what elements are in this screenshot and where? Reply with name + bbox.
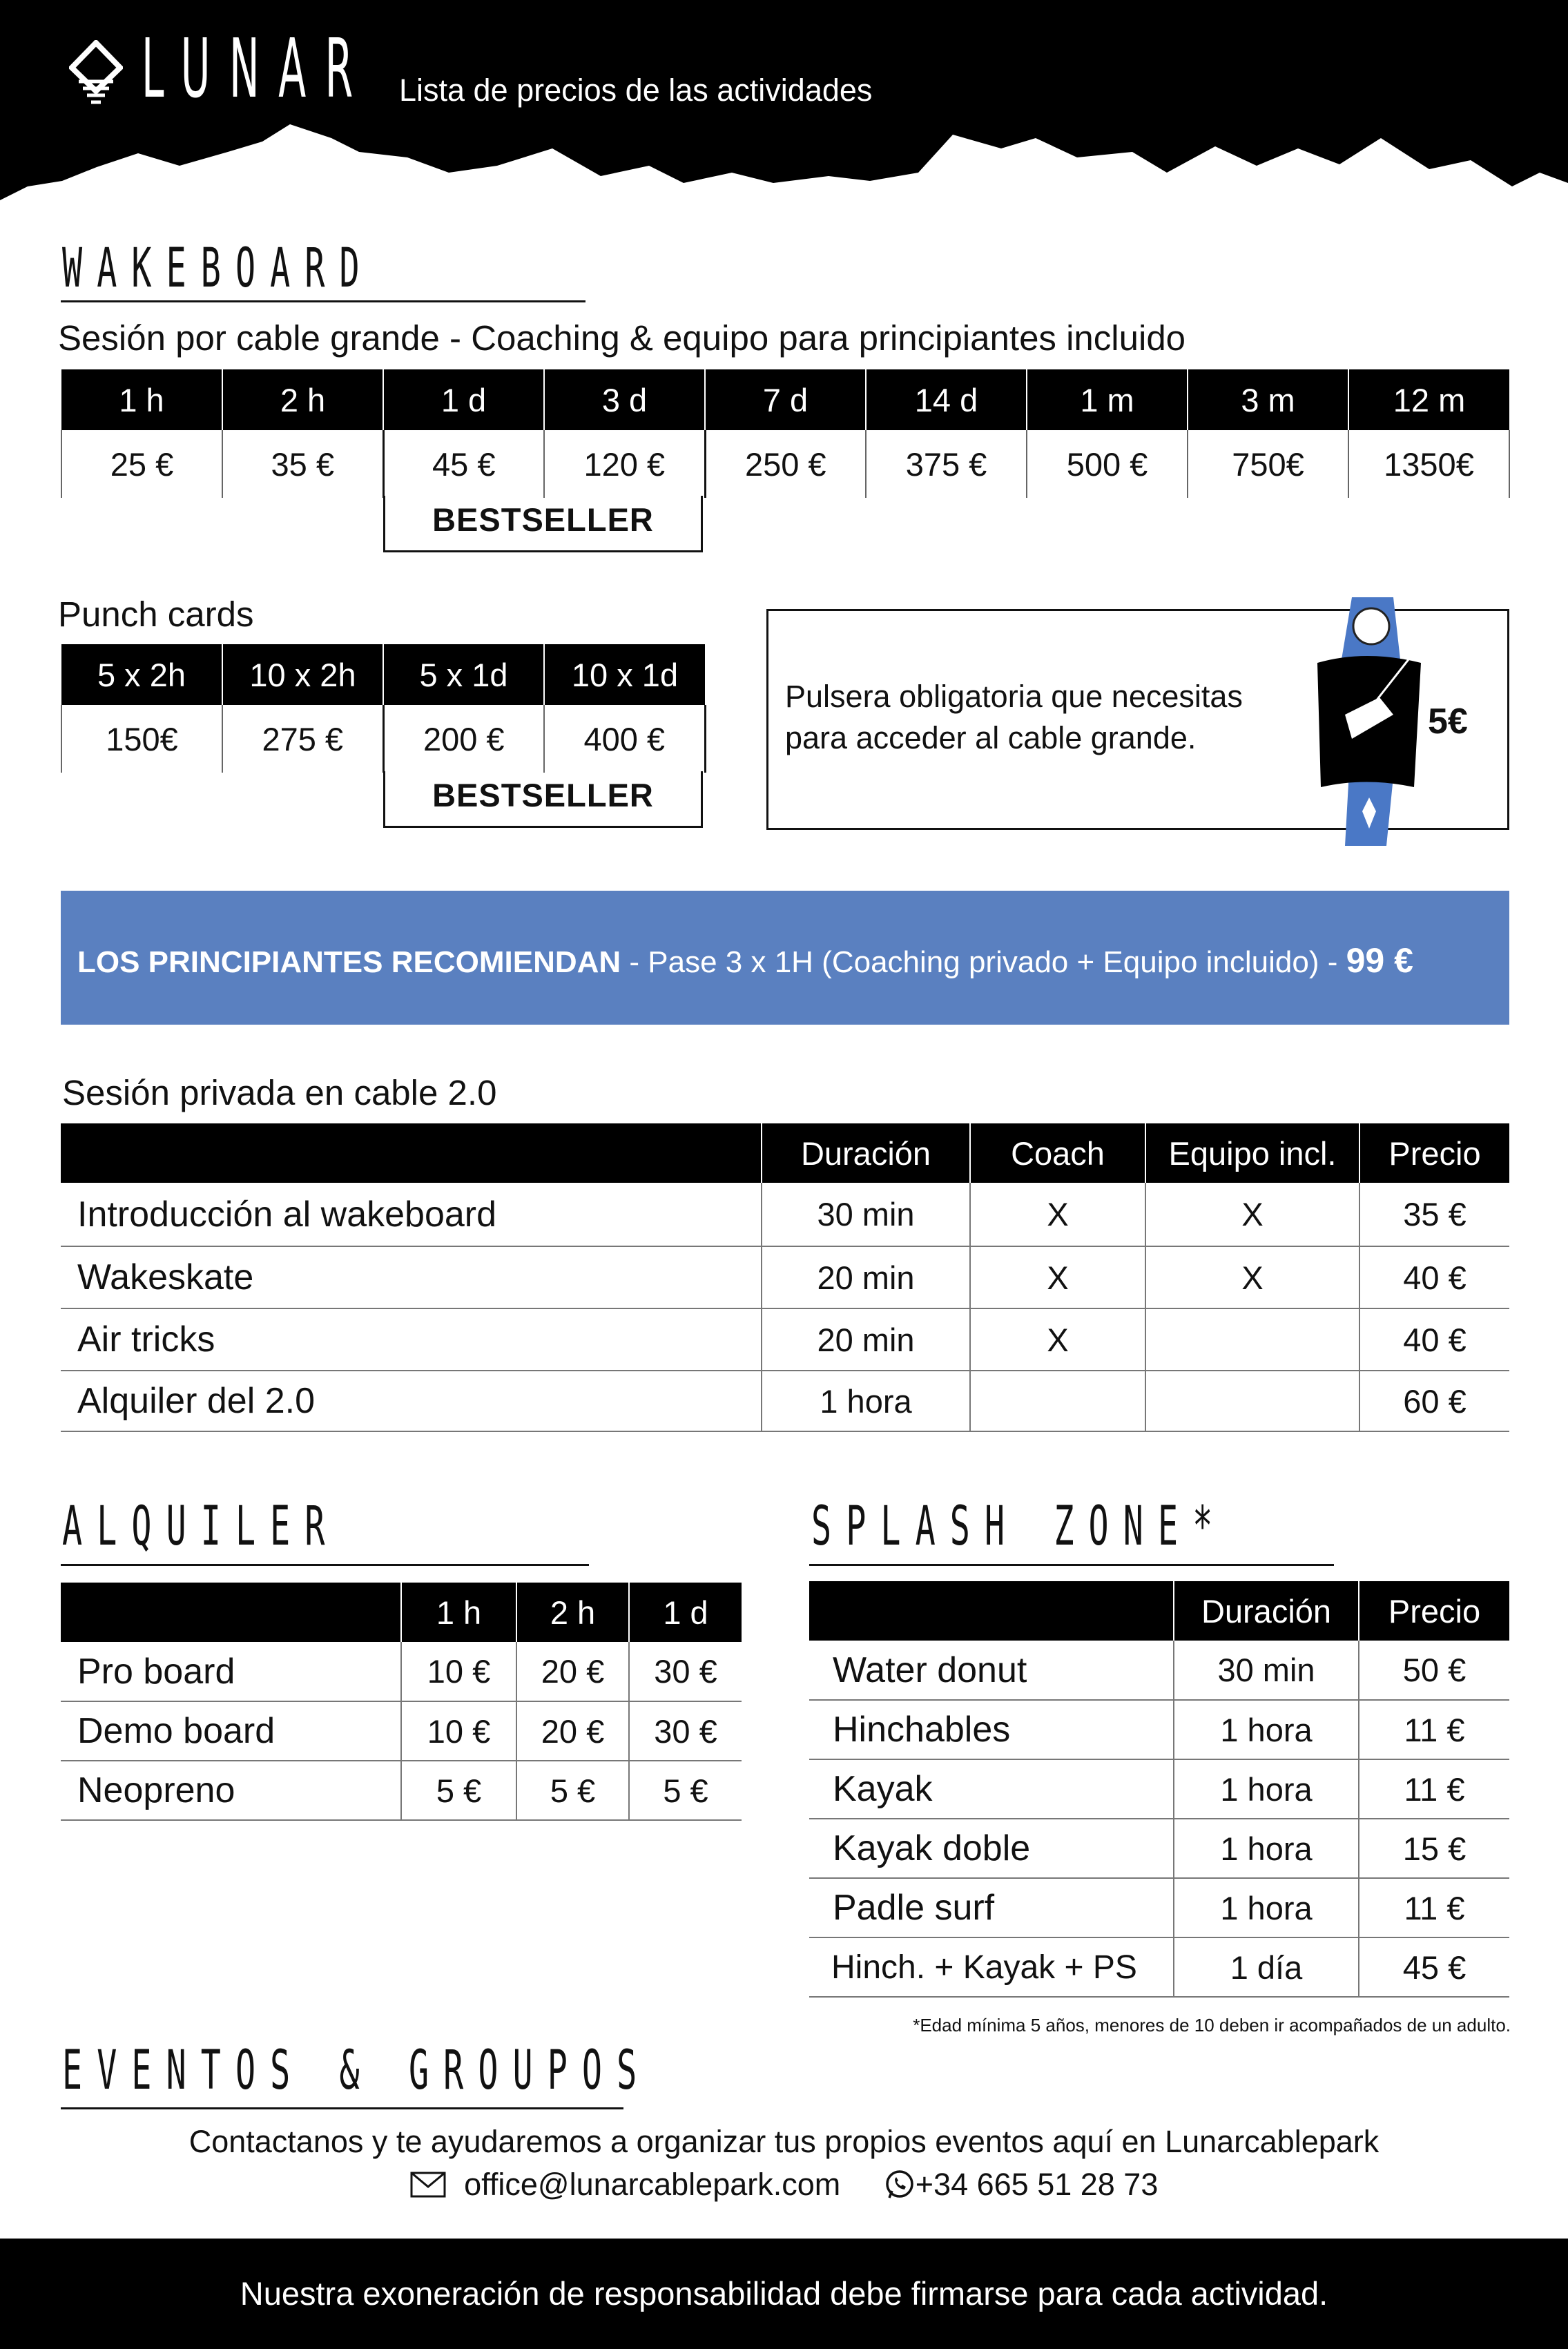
price-cell: 40 € — [1359, 1308, 1509, 1371]
activity-name: Wakeskate — [61, 1246, 762, 1308]
duration-cell: 20 min — [762, 1246, 970, 1308]
rental-table — [61, 1583, 742, 1821]
wristband-price: 5€ — [1428, 702, 1468, 742]
equipment-cell — [1145, 1371, 1359, 1431]
rental-title-underline — [61, 1564, 589, 1566]
brand-name: LUNAR — [142, 21, 372, 116]
price-cell: 25 € — [61, 430, 222, 498]
punch-header-row — [61, 644, 705, 705]
beginners-recommend-banner — [61, 891, 1509, 1025]
price-cell: 20 € — [516, 1701, 629, 1761]
rental-item: Demo board — [61, 1701, 401, 1761]
punch-header: 10 x 1d — [544, 644, 705, 705]
private-header: Duración — [762, 1123, 970, 1183]
contact-email-link[interactable]: office@lunarcablepark.com — [464, 2167, 841, 2202]
price-cell: 35 € — [1359, 1183, 1509, 1246]
table-row — [809, 1937, 1509, 1997]
price-cell: 500 € — [1027, 430, 1188, 498]
price-cell: 5 € — [516, 1761, 629, 1820]
rental-item: Pro board — [61, 1642, 401, 1701]
bestseller-badge: BESTSELLER — [383, 771, 703, 828]
wristband-box — [766, 609, 1509, 830]
splash-header: Duración — [1174, 1581, 1359, 1641]
private-session-title: Sesión privada en cable 2.0 — [62, 1073, 497, 1112]
rental-header: 2 h — [516, 1583, 629, 1642]
wristband-text-line2: para acceder al cable grande. — [785, 720, 1197, 755]
splash-header-row — [809, 1581, 1509, 1641]
duration-header: 3 d — [544, 369, 705, 430]
punch-header: 5 x 1d — [383, 644, 544, 705]
duration-cell: 1 hora — [1174, 1819, 1359, 1878]
punch-header: 10 x 2h — [222, 644, 383, 705]
activity-name: Introducción al wakeboard — [61, 1183, 762, 1246]
punch-price-row — [61, 705, 705, 773]
rental-header — [61, 1583, 401, 1642]
coach-cell: X — [970, 1246, 1145, 1308]
splash-age-note: *Edad mínima 5 años, menores de 10 deben ir acompañados de un adulto. — [913, 2015, 1511, 2036]
events-title-underline — [61, 2107, 623, 2109]
whatsapp-icon — [884, 2169, 916, 2201]
coach-cell: X — [970, 1308, 1145, 1371]
punch-header: 5 x 2h — [61, 644, 222, 705]
banner-price: 99 € — [1346, 941, 1413, 980]
wristband-icon — [1310, 597, 1442, 846]
table-row — [61, 1761, 742, 1820]
activity-name: Air tricks — [61, 1308, 762, 1371]
price-cell: 1350€ — [1348, 430, 1509, 498]
price-cell: 750€ — [1188, 430, 1348, 498]
coach-cell: X — [970, 1183, 1145, 1246]
splash-activity: Water donut — [809, 1641, 1174, 1700]
duration-header: 1 h — [61, 369, 222, 430]
banner-bold: LOS PRINCIPIANTES RECOMIENDAN — [77, 945, 621, 979]
price-cell: 10 € — [401, 1701, 516, 1761]
mail-icon — [410, 2172, 446, 2198]
wakeboard-title: WAKEBOARD — [62, 238, 374, 300]
duration-cell: 30 min — [1174, 1641, 1359, 1700]
splash-activity: Hinchables — [809, 1700, 1174, 1759]
price-cell: 150€ — [61, 705, 222, 773]
rental-header-row — [61, 1583, 742, 1642]
wakeboard-title-underline — [61, 300, 585, 302]
splash-activity: Hinch. + Kayak + PS — [809, 1937, 1174, 1997]
equipment-cell: X — [1145, 1246, 1359, 1308]
table-row — [809, 1641, 1509, 1700]
punch-cards-title: Punch cards — [58, 594, 254, 634]
duration-cell: 1 hora — [1174, 1878, 1359, 1937]
duration-header: 1 m — [1027, 369, 1188, 430]
price-cell: 35 € — [222, 430, 383, 498]
price-cell: 11 € — [1359, 1759, 1509, 1819]
wakeboard-header-row — [61, 369, 1509, 430]
wakeboard-price-table — [61, 369, 1510, 498]
table-row — [61, 1308, 1509, 1371]
price-cell: 400 € — [544, 705, 705, 773]
price-cell: 275 € — [222, 705, 383, 773]
liability-waiver-notice: Nuestra exoneración de responsabilidad debe firmarse para cada actividad. — [240, 2275, 1328, 2312]
duration-header: 1 d — [383, 369, 544, 430]
table-row — [61, 1642, 742, 1701]
table-row — [809, 1819, 1509, 1878]
price-cell: 10 € — [401, 1642, 516, 1701]
banner-offer: - Pase 3 x 1H (Coaching privado + Equipo incluido) - — [621, 945, 1346, 979]
table-row — [61, 1701, 742, 1761]
price-cell: 30 € — [629, 1701, 742, 1761]
splash-activity: Kayak — [809, 1759, 1174, 1819]
table-row — [61, 1183, 1509, 1246]
coach-cell — [970, 1371, 1145, 1431]
price-cell: 30 € — [629, 1642, 742, 1701]
wakeboard-session-title: Sesión por cable grande - Coaching & equipo para principiantes incluido — [58, 318, 1186, 358]
table-row — [809, 1700, 1509, 1759]
equipment-cell — [1145, 1308, 1359, 1371]
events-title: EVENTOS & GROUPOS — [62, 2040, 652, 2102]
duration-header: 7 d — [705, 369, 866, 430]
price-cell: 11 € — [1359, 1700, 1509, 1759]
header-banner — [0, 0, 1568, 204]
activity-name: Alquiler del 2.0 — [61, 1371, 762, 1431]
price-cell: 5 € — [629, 1761, 742, 1820]
table-row — [809, 1878, 1509, 1937]
punch-cards-table — [61, 644, 706, 773]
splash-title-underline — [809, 1564, 1334, 1566]
duration-cell: 20 min — [762, 1308, 970, 1371]
splash-zone-title: SPLASH ZONE* — [811, 1496, 1228, 1558]
private-header-row — [61, 1123, 1509, 1183]
rental-item: Neopreno — [61, 1761, 401, 1820]
footer-bar — [0, 2239, 1568, 2349]
price-cell: 45 € — [383, 430, 544, 498]
table-row — [809, 1759, 1509, 1819]
rental-header: 1 d — [629, 1583, 742, 1642]
price-cell: 60 € — [1359, 1371, 1509, 1431]
price-cell: 20 € — [516, 1642, 629, 1701]
price-cell: 375 € — [866, 430, 1027, 498]
events-text: Contactanos y te ayudaremos a organizar tus propios eventos aquí en Lunarcablepark — [188, 2124, 1380, 2159]
bestseller-badge: BESTSELLER — [383, 496, 703, 552]
duration-header: 3 m — [1188, 369, 1348, 430]
private-session-table — [61, 1123, 1509, 1432]
price-cell: 200 € — [383, 705, 544, 773]
price-cell: 15 € — [1359, 1819, 1509, 1878]
private-header: Precio — [1359, 1123, 1509, 1183]
rental-title: ALQUILER — [62, 1496, 340, 1558]
price-cell: 11 € — [1359, 1878, 1509, 1937]
price-cell: 50 € — [1359, 1641, 1509, 1700]
duration-header: 2 h — [222, 369, 383, 430]
private-header — [61, 1123, 762, 1183]
wristband-text-line1: Pulsera obligatoria que necesitas — [785, 679, 1243, 714]
duration-cell: 1 hora — [1174, 1759, 1359, 1819]
duration-cell: 1 hora — [1174, 1700, 1359, 1759]
banner-text — [77, 940, 1413, 980]
duration-header: 12 m — [1348, 369, 1509, 430]
duration-cell: 30 min — [762, 1183, 970, 1246]
price-cell: 250 € — [705, 430, 866, 498]
duration-header: 14 d — [866, 369, 1027, 430]
price-cell: 120 € — [544, 430, 705, 498]
splash-activity: Kayak doble — [809, 1819, 1174, 1878]
splash-header: Precio — [1359, 1581, 1509, 1641]
private-header: Coach — [970, 1123, 1145, 1183]
price-cell: 40 € — [1359, 1246, 1509, 1308]
table-row — [61, 1246, 1509, 1308]
price-cell: 5 € — [401, 1761, 516, 1820]
splash-header — [809, 1581, 1174, 1641]
header-subtitle: Lista de precios de las actividades — [399, 72, 873, 108]
equipment-cell: X — [1145, 1183, 1359, 1246]
wakeboard-price-row — [61, 430, 1509, 498]
lunar-logo-icon — [69, 40, 123, 109]
events-contact — [0, 2167, 1568, 2203]
duration-cell: 1 hora — [762, 1371, 970, 1431]
rental-header: 1 h — [401, 1583, 516, 1642]
table-row — [61, 1371, 1509, 1431]
price-cell: 45 € — [1359, 1937, 1509, 1997]
private-header: Equipo incl. — [1145, 1123, 1359, 1183]
splash-activity: Padle surf — [809, 1878, 1174, 1937]
duration-cell: 1 día — [1174, 1937, 1359, 1997]
contact-phone-link[interactable]: +34 665 51 28 73 — [915, 2167, 1159, 2202]
splash-zone-table — [809, 1581, 1509, 1998]
